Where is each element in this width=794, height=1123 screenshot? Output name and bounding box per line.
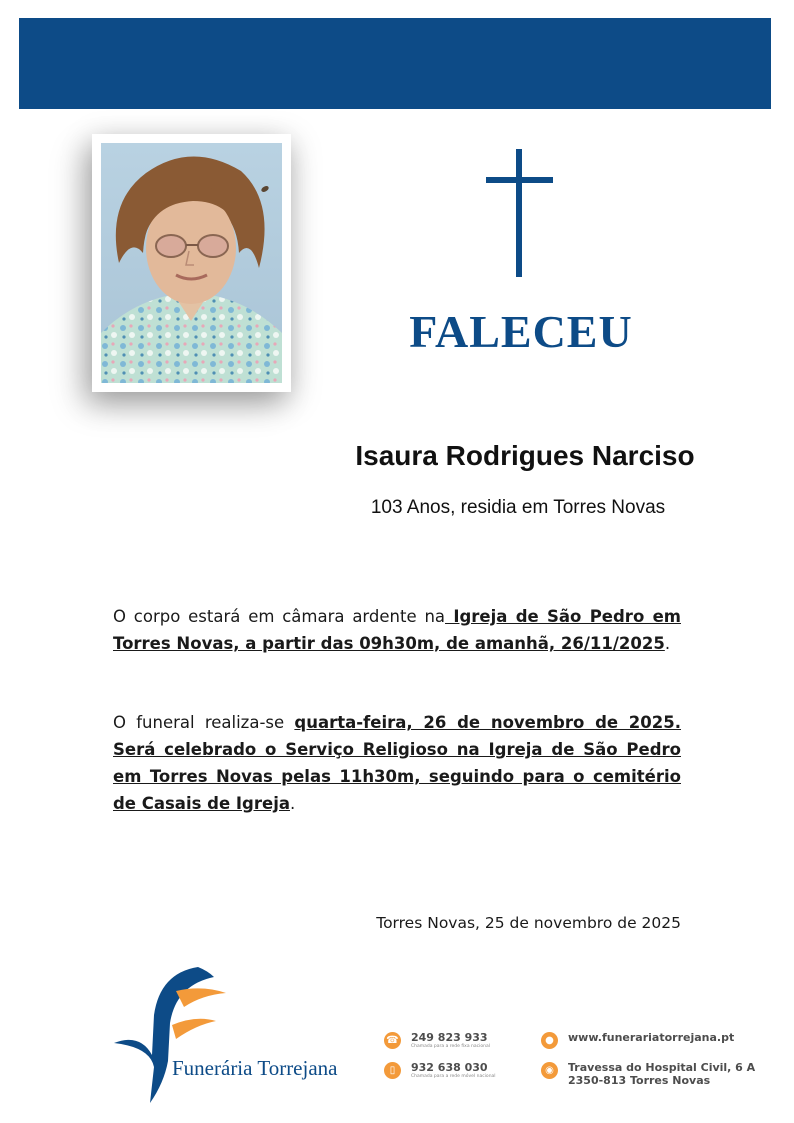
- funeral-paragraph: [113, 709, 681, 817]
- notice-title: FALECEU: [409, 306, 633, 357]
- phone2-number[interactable]: 932 638 030: [411, 1061, 488, 1074]
- address-line2: 2350-813 Torres Novas: [568, 1074, 711, 1087]
- address-line1: Travessa do Hospital Civil, 6 A: [568, 1061, 756, 1074]
- location-pin-icon: ◉: [541, 1062, 558, 1079]
- funeral-home-logo: [110, 963, 230, 1105]
- phone1-number[interactable]: 249 823 933: [411, 1031, 488, 1044]
- header-band: [19, 18, 771, 109]
- cross-icon: [486, 149, 554, 279]
- portrait-image: [101, 143, 282, 383]
- phone-icon: ☎: [384, 1032, 401, 1049]
- funeral-intro: O funeral realiza-se: [113, 713, 295, 732]
- wake-end: .: [664, 634, 671, 653]
- phone1-note: Chamada para a rede fixa nacional: [411, 1044, 490, 1049]
- funeral-end: .: [289, 794, 296, 813]
- funeral-details: quarta-feira, 26 de novembro de 2025. Será celebrado o Serviço Religioso na Igreja de São Pedro em Torres Novas pelas 11h30m, seguindo para o cemitério de Casais de Igreja: [113, 713, 681, 813]
- phone2-contact: [384, 1061, 496, 1080]
- wake-intro: O corpo estará em câmara ardente na: [113, 607, 446, 626]
- phone2-note: Chamada para a rede móvel nacional: [411, 1074, 496, 1079]
- mobile-icon: ▯: [384, 1062, 401, 1079]
- website-contact: [541, 1031, 734, 1049]
- age-residence: 103 Anos, residia em Torres Novas: [370, 497, 666, 518]
- portrait-photo: [92, 134, 291, 392]
- brand-name: Funerária Torrejana: [172, 1056, 338, 1080]
- dateline: Torres Novas, 25 de novembro de 2025: [376, 914, 681, 932]
- wake-paragraph: [113, 603, 681, 657]
- website-link[interactable]: www.funerariatorrejana.pt: [568, 1031, 735, 1044]
- address-contact: [541, 1061, 755, 1087]
- wake-details: Igreja de São Pedro em Torres Novas, a partir das 09h30m, de amanhã, 26/11/2025: [113, 607, 681, 653]
- globe-icon: ●: [541, 1032, 558, 1049]
- deceased-name: Isaura Rodrigues Narciso: [355, 440, 695, 471]
- phone1-contact: [384, 1031, 490, 1050]
